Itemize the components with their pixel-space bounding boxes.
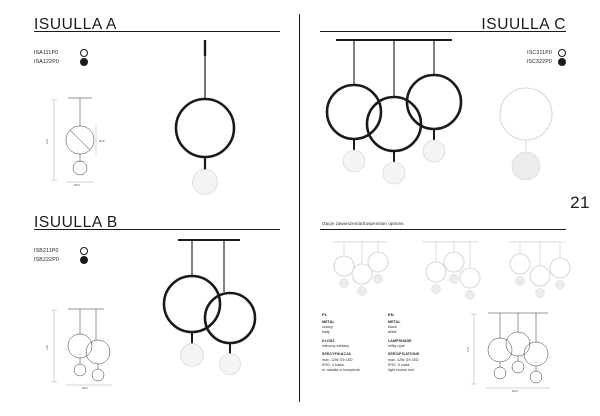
spec-line: biały xyxy=(322,330,330,335)
spec-line: light source incl. xyxy=(388,367,415,372)
spec-head: METAL xyxy=(388,319,401,324)
product-code: ISB211P0 xyxy=(34,247,59,254)
svg-text:Ø12: Ø12 xyxy=(99,139,105,143)
drawing-a-technical xyxy=(44,96,114,186)
finish-swatch-white xyxy=(558,49,566,57)
drawing-b-render xyxy=(150,240,270,390)
section-c-title: ISUULLA C xyxy=(481,16,566,33)
spec-pl xyxy=(322,312,380,376)
code-row xyxy=(34,255,88,264)
section-a-codes xyxy=(34,48,88,66)
code-row xyxy=(527,57,566,66)
drawing-b-technical xyxy=(44,306,124,390)
spec-line: milky opal xyxy=(388,343,405,348)
product-code: ISC311P0 xyxy=(527,49,552,56)
page-number: 21 xyxy=(570,193,590,212)
option-thumb-2 xyxy=(412,240,490,302)
vertical-divider xyxy=(299,14,300,402)
spec-en xyxy=(388,312,446,376)
product-code: ISC322P0 xyxy=(526,58,552,65)
spec-line: max. 12W G9 LED xyxy=(388,357,419,362)
svg-text:Ø20: Ø20 xyxy=(82,386,88,390)
drawing-c-render-group xyxy=(322,40,472,200)
spec-line: black xyxy=(388,325,397,329)
spec-lang-pl: PL xyxy=(322,312,328,317)
finish-swatch-black xyxy=(558,58,566,66)
product-code: ISA111P0 xyxy=(34,49,59,56)
svg-text:120: 120 xyxy=(45,344,49,350)
spec-head: SPECIFICATIONS xyxy=(388,352,420,357)
rule-options xyxy=(320,229,566,230)
finish-swatch-white xyxy=(80,247,88,255)
options-caption: Opcje zawieszenia/Suspension options xyxy=(322,221,404,226)
spec-head: METAL xyxy=(322,319,335,324)
spec-lang-en: EN xyxy=(388,312,394,317)
product-code: ISB222P0 xyxy=(34,256,59,263)
spec-line: max. 12W G9 LED xyxy=(322,357,353,362)
spec-line: mleczny szklany xyxy=(322,343,349,348)
code-row xyxy=(527,48,566,57)
spec-line: IP20, II klasa xyxy=(322,362,344,367)
finish-swatch-black xyxy=(80,256,88,264)
spec-head: SPECYFIKACJA xyxy=(322,352,351,357)
code-row xyxy=(34,57,88,66)
code-row xyxy=(34,48,88,57)
svg-text:120: 120 xyxy=(45,138,49,144)
code-row xyxy=(34,246,88,255)
svg-text:Ø20: Ø20 xyxy=(74,183,80,187)
option-thumb-3 xyxy=(500,240,578,302)
section-c-codes xyxy=(527,48,566,66)
spec-line: źr. światła w komplecie xyxy=(322,367,360,372)
spec-line: czarny xyxy=(322,325,333,329)
spec-line: white xyxy=(388,330,397,335)
finish-swatch-white xyxy=(80,49,88,57)
spec-head: LAMPSHADE xyxy=(388,338,412,343)
spec-head: KLOSZ xyxy=(322,338,335,343)
finish-swatch-black xyxy=(80,58,88,66)
svg-text:Ø20: Ø20 xyxy=(512,389,518,393)
svg-text:120: 120 xyxy=(466,346,470,352)
option-thumb-1 xyxy=(322,240,400,302)
drawing-a-render xyxy=(160,40,250,200)
section-a-title: ISUULLA A xyxy=(34,16,117,33)
section-b-title: ISUULLA B xyxy=(34,214,118,231)
drawing-c-technical xyxy=(466,310,562,392)
spec-line: IP20, II class xyxy=(388,362,410,367)
product-code: ISA122P0 xyxy=(34,58,59,65)
section-b-codes xyxy=(34,246,88,264)
drawing-c-render-single xyxy=(486,82,566,192)
